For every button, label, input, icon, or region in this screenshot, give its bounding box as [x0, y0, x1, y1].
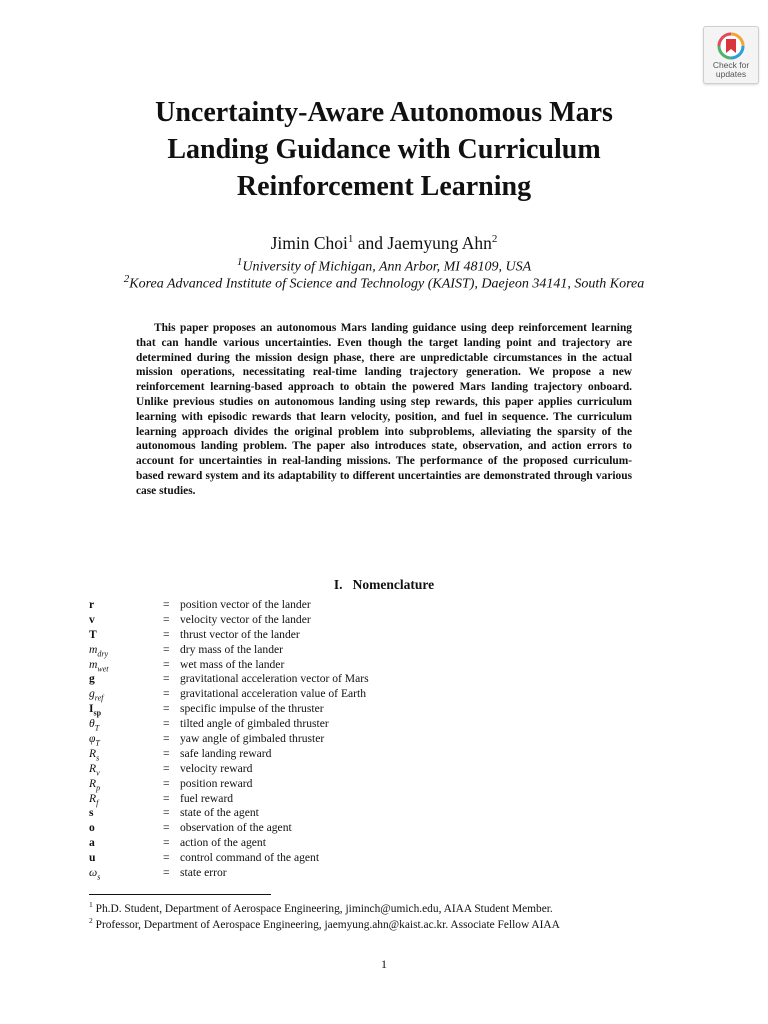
- author-separator: and: [357, 233, 388, 253]
- symbol-base: R: [89, 746, 97, 760]
- author-name: Jaemyung Ahn: [387, 233, 492, 253]
- nomenclature-equals: =: [163, 702, 170, 716]
- paper-title: [60, 94, 708, 205]
- nomenclature-equals: =: [163, 806, 170, 820]
- nomenclature-symbol: [89, 628, 149, 643]
- nomenclature-definition: fuel reward: [180, 791, 234, 805]
- title-line-3: Reinforcement Learning: [236, 171, 532, 202]
- symbol-base: R: [89, 776, 97, 790]
- nomenclature-equals: =: [163, 717, 170, 731]
- footnote-marker: 2: [89, 916, 93, 925]
- nomenclature-definition: wet mass of the lander: [180, 657, 285, 671]
- symbol-subscript: wet: [97, 663, 109, 673]
- check-for-updates-icon: [716, 31, 746, 61]
- title-line-1: Uncertainty-Aware Autonomous Mars: [155, 97, 613, 128]
- nomenclature-equals: =: [163, 866, 170, 880]
- author-list: [0, 233, 768, 254]
- abstract: This paper proposes an autonomous Mars landing guidance using deep reinforcement learning that can handle various uncertainties. Even though the target landing point and trajectory are determined during the mission design phase, there are unpredictable circumstances in the actual mission operations, necessitating real-time landing trajectory generation. We propose a new reinforcement learning-based approach to obtain the powered Mars landing trajectory onboard. Unlike previous studies on autonomous landing using step rewards, this paper applies curriculum learning with episodic rewards that learn velocity, position, and fuel in sequence. The curriculum learning approach divides the original problem into subproblems, alleviating the sparsity of the autonomous landing problem. The paper also introduces state, observation, and action errors to account for uncertainties in real-landing missions. The performance of the proposed curriculum-based reward system and its adaptability to different uncertainties are demonstrated through various case studies.: [136, 322, 632, 497]
- nomenclature-definition: position vector of the lander: [180, 598, 311, 611]
- symbol-base: s: [89, 806, 94, 820]
- affiliation-text: Korea Advanced Institute of Science and Technology (KAIST), Daejeon 34141, South Korea: [129, 276, 645, 292]
- section-heading: [0, 577, 768, 593]
- nomenclature-equals: =: [163, 791, 170, 805]
- nomenclature-equals: =: [163, 598, 170, 611]
- nomenclature-symbol: [89, 836, 149, 851]
- symbol-base: o: [89, 821, 95, 835]
- symbol-subscript: dry: [97, 648, 109, 658]
- nomenclature-symbol: [89, 866, 149, 885]
- nomenclature-equals: =: [163, 612, 170, 626]
- footnote-text: Ph.D. Student, Department of Aerospace Engineering, jiminch@umich.edu, AIAA Student Member.: [95, 902, 553, 915]
- affiliation-text: University of Michigan, Ann Arbor, MI 48109, USA: [242, 259, 532, 275]
- affiliation-marker: 2: [123, 273, 130, 285]
- symbol-subscript: s: [96, 753, 100, 763]
- symbol-base: φ: [89, 732, 96, 746]
- footnote: [89, 900, 553, 915]
- nomenclature-definition: state of the agent: [180, 806, 259, 820]
- nomenclature-equals: =: [163, 627, 170, 641]
- symbol-base: g: [89, 687, 95, 701]
- author-affiliation-marker: 1: [347, 233, 354, 246]
- nomenclature-equals: =: [163, 687, 170, 701]
- symbol-base: R: [89, 791, 97, 805]
- symbol-subscript: s: [97, 872, 101, 882]
- nomenclature-equals: =: [163, 642, 170, 656]
- nomenclature-definition: observation of the agent: [180, 821, 292, 835]
- symbol-base: I: [89, 702, 94, 716]
- symbol-base: ω: [89, 866, 98, 880]
- nomenclature-definition: gravitational acceleration value of Earth: [180, 687, 367, 701]
- symbol-base: θ: [89, 717, 95, 731]
- nomenclature-definition: yaw angle of gimbaled thruster: [180, 732, 325, 746]
- footnote-marker: 1: [89, 900, 93, 909]
- footnote-divider: [89, 894, 271, 895]
- badge-label-line1: Check for: [712, 60, 750, 70]
- nomenclature-definition: dry mass of the lander: [180, 642, 284, 656]
- symbol-subscript: T: [95, 738, 100, 748]
- nomenclature-definition: control command of the agent: [180, 851, 320, 865]
- nomenclature-symbol: [89, 821, 149, 836]
- nomenclature-symbol: [89, 672, 149, 687]
- author-affiliation-marker: 2: [491, 233, 498, 246]
- nomenclature-definition: gravitational acceleration vector of Mars: [180, 672, 369, 686]
- nomenclature-definition: state error: [180, 866, 227, 880]
- nomenclature-symbol: [89, 851, 149, 866]
- symbol-base: R: [89, 761, 97, 775]
- nomenclature-definition: position reward: [180, 776, 253, 790]
- symbol-subscript: sp: [93, 708, 102, 718]
- nomenclature-symbol: [89, 598, 149, 613]
- nomenclature-definition: safe landing reward: [180, 746, 272, 760]
- section-title: Nomenclature: [352, 577, 435, 592]
- nomenclature-definition: velocity vector of the lander: [180, 612, 311, 626]
- check-for-updates-badge[interactable]: [703, 26, 759, 84]
- nomenclature-equals: =: [163, 776, 170, 790]
- symbol-subscript: T: [94, 723, 100, 733]
- symbol-base: m: [89, 657, 98, 671]
- symbol-base: T: [89, 627, 97, 641]
- nomenclature-equals: =: [163, 836, 170, 850]
- author-name: Jimin Choi: [270, 233, 348, 253]
- nomenclature-definition: tilted angle of gimbaled thruster: [180, 717, 329, 731]
- affiliation-marker: 1: [236, 256, 243, 268]
- nomenclature-definition: action of the agent: [180, 836, 266, 850]
- symbol-base: r: [89, 598, 95, 611]
- nomenclature-equals: =: [163, 672, 170, 686]
- symbol-subscript: f: [96, 797, 99, 807]
- symbol-base: g: [89, 672, 95, 686]
- nomenclature-symbol: [89, 613, 149, 628]
- symbol-subscript: v: [96, 768, 100, 778]
- badge-label-line2: updates: [715, 69, 747, 79]
- title-line-2: Landing Guidance with Curriculum: [167, 134, 601, 165]
- symbol-base: u: [89, 851, 96, 865]
- section-number: I.: [333, 577, 343, 592]
- nomenclature-definition: velocity reward: [180, 761, 253, 775]
- page-number: 1: [381, 957, 387, 971]
- symbol-base: v: [89, 612, 95, 626]
- symbol-subscript: ref: [94, 693, 104, 703]
- nomenclature-equals: =: [163, 732, 170, 746]
- symbol-subscript: p: [96, 783, 101, 792]
- nomenclature-definition: thrust vector of the lander: [180, 627, 300, 641]
- footnote: [89, 916, 560, 931]
- nomenclature-equals: =: [163, 851, 170, 865]
- nomenclature-definition: specific impulse of the thruster: [180, 702, 324, 716]
- nomenclature-equals: =: [163, 761, 170, 775]
- nomenclature-symbol: [89, 806, 149, 821]
- symbol-base: m: [89, 642, 98, 656]
- nomenclature-equals: =: [163, 657, 170, 671]
- footnote-text: Professor, Department of Aerospace Engineering, jaemyung.ahn@kaist.ac.kr. Associate Fellow AIAA: [95, 918, 560, 931]
- nomenclature-equals: =: [163, 746, 170, 760]
- affiliation: [0, 273, 768, 293]
- symbol-base: a: [89, 836, 95, 850]
- nomenclature-equals: =: [163, 821, 170, 835]
